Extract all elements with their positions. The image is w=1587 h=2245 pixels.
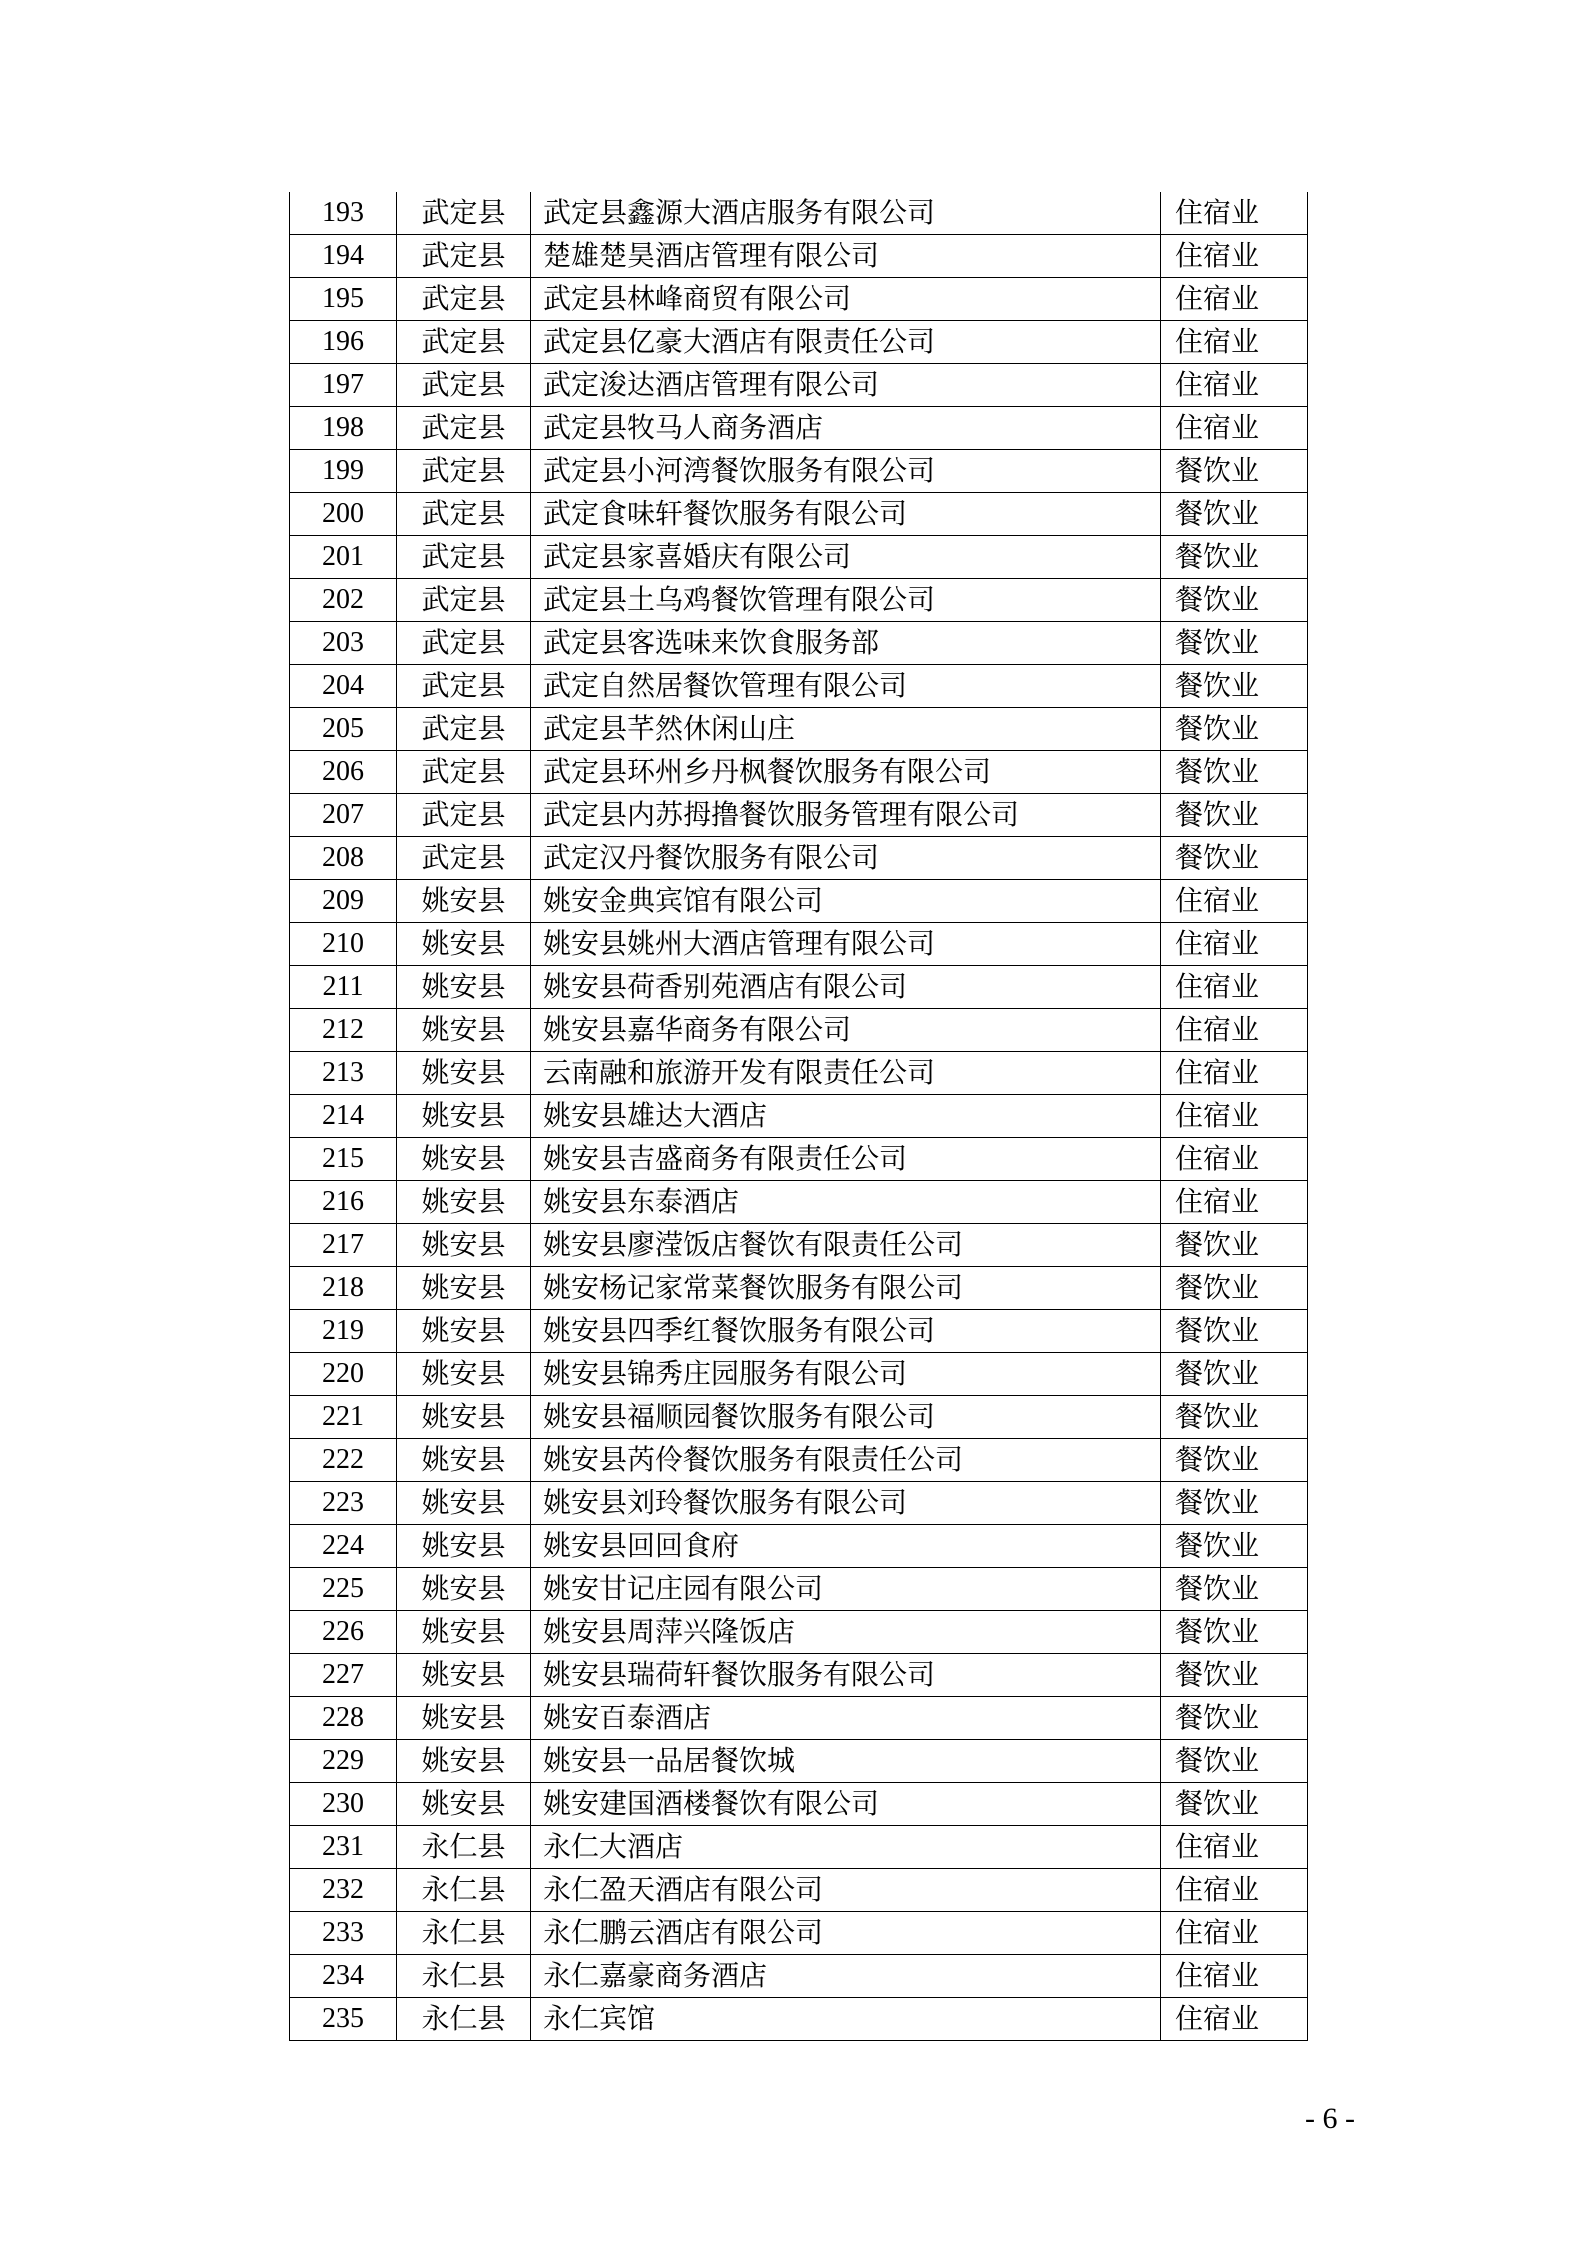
row-number-cell: 230 (290, 1783, 397, 1826)
company-name-cell: 永仁宾馆 (531, 1998, 1161, 2041)
county-cell: 姚安县 (397, 966, 531, 1009)
row-number-cell: 197 (290, 364, 397, 407)
enterprise-table-body (290, 192, 1308, 2041)
industry-cell: 住宿业 (1161, 923, 1308, 966)
table-row (290, 708, 1308, 751)
company-name-cell: 武定汉丹餐饮服务有限公司 (531, 837, 1161, 880)
table-row (290, 192, 1308, 235)
county-cell: 武定县 (397, 622, 531, 665)
table-row (290, 751, 1308, 794)
row-number-cell: 224 (290, 1525, 397, 1568)
county-cell: 姚安县 (397, 1568, 531, 1611)
table-row (290, 1310, 1308, 1353)
industry-cell: 住宿业 (1161, 1052, 1308, 1095)
county-cell: 姚安县 (397, 1353, 531, 1396)
row-number-cell: 211 (290, 966, 397, 1009)
table-row (290, 1912, 1308, 1955)
row-number-cell: 221 (290, 1396, 397, 1439)
industry-cell: 餐饮业 (1161, 1697, 1308, 1740)
company-name-cell: 姚安县雄达大酒店 (531, 1095, 1161, 1138)
company-name-cell: 武定县鑫源大酒店服务有限公司 (531, 192, 1161, 235)
county-cell: 武定县 (397, 407, 531, 450)
table-row (290, 665, 1308, 708)
county-cell: 姚安县 (397, 1310, 531, 1353)
row-number-cell: 215 (290, 1138, 397, 1181)
company-name-cell: 武定县林峰商贸有限公司 (531, 278, 1161, 321)
company-name-cell: 姚安县姚州大酒店管理有限公司 (531, 923, 1161, 966)
table-row (290, 794, 1308, 837)
industry-cell: 餐饮业 (1161, 1224, 1308, 1267)
table-row (290, 1783, 1308, 1826)
county-cell: 姚安县 (397, 1783, 531, 1826)
row-number-cell: 222 (290, 1439, 397, 1482)
industry-cell: 餐饮业 (1161, 536, 1308, 579)
table-row (290, 966, 1308, 1009)
company-name-cell: 武定县牧马人商务酒店 (531, 407, 1161, 450)
industry-cell: 餐饮业 (1161, 1783, 1308, 1826)
row-number-cell: 208 (290, 837, 397, 880)
company-name-cell: 姚安百泰酒店 (531, 1697, 1161, 1740)
industry-cell: 餐饮业 (1161, 1568, 1308, 1611)
row-number-cell: 223 (290, 1482, 397, 1525)
table-row (290, 1224, 1308, 1267)
county-cell: 永仁县 (397, 1912, 531, 1955)
industry-cell: 餐饮业 (1161, 450, 1308, 493)
table-row (290, 1697, 1308, 1740)
county-cell: 姚安县 (397, 1654, 531, 1697)
company-name-cell: 姚安县瑞荷轩餐饮服务有限公司 (531, 1654, 1161, 1697)
table-row (290, 837, 1308, 880)
row-number-cell: 202 (290, 579, 397, 622)
industry-cell: 餐饮业 (1161, 493, 1308, 536)
county-cell: 武定县 (397, 536, 531, 579)
row-number-cell: 213 (290, 1052, 397, 1095)
table-row (290, 278, 1308, 321)
table-row (290, 235, 1308, 278)
company-name-cell: 姚安建国酒楼餐饮有限公司 (531, 1783, 1161, 1826)
company-name-cell: 姚安县吉盛商务有限责任公司 (531, 1138, 1161, 1181)
table-row (290, 923, 1308, 966)
company-name-cell: 姚安金典宾馆有限公司 (531, 880, 1161, 923)
industry-cell: 住宿业 (1161, 321, 1308, 364)
company-name-cell: 姚安县一品居餐饮城 (531, 1740, 1161, 1783)
company-name-cell: 武定县家喜婚庆有限公司 (531, 536, 1161, 579)
county-cell: 武定县 (397, 364, 531, 407)
row-number-cell: 194 (290, 235, 397, 278)
table-row (290, 1998, 1308, 2041)
table-row (290, 1525, 1308, 1568)
table-row (290, 1095, 1308, 1138)
company-name-cell: 永仁鹏云酒店有限公司 (531, 1912, 1161, 1955)
county-cell: 姚安县 (397, 1525, 531, 1568)
county-cell: 姚安县 (397, 1009, 531, 1052)
row-number-cell: 201 (290, 536, 397, 579)
county-cell: 姚安县 (397, 1396, 531, 1439)
table-row (290, 622, 1308, 665)
table-row (290, 1052, 1308, 1095)
row-number-cell: 229 (290, 1740, 397, 1783)
county-cell: 姚安县 (397, 880, 531, 923)
industry-cell: 住宿业 (1161, 1955, 1308, 1998)
industry-cell: 餐饮业 (1161, 1525, 1308, 1568)
company-name-cell: 姚安县嘉华商务有限公司 (531, 1009, 1161, 1052)
industry-cell: 餐饮业 (1161, 1396, 1308, 1439)
company-name-cell: 姚安县荷香别苑酒店有限公司 (531, 966, 1161, 1009)
table-row (290, 1267, 1308, 1310)
industry-cell: 住宿业 (1161, 1009, 1308, 1052)
county-cell: 姚安县 (397, 1482, 531, 1525)
company-name-cell: 姚安县廖滢饭店餐饮有限责任公司 (531, 1224, 1161, 1267)
company-name-cell: 永仁嘉豪商务酒店 (531, 1955, 1161, 1998)
company-name-cell: 武定县环州乡丹枫餐饮服务有限公司 (531, 751, 1161, 794)
table-row (290, 450, 1308, 493)
industry-cell: 住宿业 (1161, 880, 1308, 923)
row-number-cell: 214 (290, 1095, 397, 1138)
company-name-cell: 云南融和旅游开发有限责任公司 (531, 1052, 1161, 1095)
industry-cell: 住宿业 (1161, 1138, 1308, 1181)
industry-cell: 住宿业 (1161, 1912, 1308, 1955)
table-row (290, 1138, 1308, 1181)
company-name-cell: 姚安县周萍兴隆饭店 (531, 1611, 1161, 1654)
county-cell: 武定县 (397, 579, 531, 622)
table-row (290, 1869, 1308, 1912)
row-number-cell: 209 (290, 880, 397, 923)
county-cell: 武定县 (397, 321, 531, 364)
row-number-cell: 207 (290, 794, 397, 837)
table-row (290, 364, 1308, 407)
county-cell: 姚安县 (397, 923, 531, 966)
row-number-cell: 228 (290, 1697, 397, 1740)
company-name-cell: 姚安县芮伶餐饮服务有限责任公司 (531, 1439, 1161, 1482)
company-name-cell: 武定县客选味来饮食服务部 (531, 622, 1161, 665)
row-number-cell: 233 (290, 1912, 397, 1955)
industry-cell: 餐饮业 (1161, 1482, 1308, 1525)
row-number-cell: 234 (290, 1955, 397, 1998)
row-number-cell: 210 (290, 923, 397, 966)
company-name-cell: 武定县土乌鸡餐饮管理有限公司 (531, 579, 1161, 622)
row-number-cell: 235 (290, 1998, 397, 2041)
county-cell: 姚安县 (397, 1267, 531, 1310)
company-name-cell: 姚安县锦秀庄园服务有限公司 (531, 1353, 1161, 1396)
company-name-cell: 姚安县东泰酒店 (531, 1181, 1161, 1224)
company-name-cell: 姚安县四季红餐饮服务有限公司 (531, 1310, 1161, 1353)
county-cell: 永仁县 (397, 1826, 531, 1869)
industry-cell: 住宿业 (1161, 364, 1308, 407)
county-cell: 姚安县 (397, 1052, 531, 1095)
table-row (290, 1396, 1308, 1439)
table-row (290, 1009, 1308, 1052)
table-row (290, 321, 1308, 364)
row-number-cell: 218 (290, 1267, 397, 1310)
row-number-cell: 204 (290, 665, 397, 708)
table-row (290, 1353, 1308, 1396)
row-number-cell: 203 (290, 622, 397, 665)
county-cell: 武定县 (397, 235, 531, 278)
county-cell: 永仁县 (397, 1955, 531, 1998)
company-name-cell: 武定县芊然休闲山庄 (531, 708, 1161, 751)
county-cell: 永仁县 (397, 1998, 531, 2041)
industry-cell: 餐饮业 (1161, 1353, 1308, 1396)
company-name-cell: 武定浚达酒店管理有限公司 (531, 364, 1161, 407)
company-name-cell: 武定县内苏拇撸餐饮服务管理有限公司 (531, 794, 1161, 837)
industry-cell: 餐饮业 (1161, 1611, 1308, 1654)
table-row (290, 536, 1308, 579)
table-row (290, 1568, 1308, 1611)
row-number-cell: 231 (290, 1826, 397, 1869)
row-number-cell: 198 (290, 407, 397, 450)
industry-cell: 住宿业 (1161, 1095, 1308, 1138)
county-cell: 武定县 (397, 837, 531, 880)
company-name-cell: 姚安杨记家常菜餐饮服务有限公司 (531, 1267, 1161, 1310)
industry-cell: 餐饮业 (1161, 1654, 1308, 1697)
table-row (290, 1439, 1308, 1482)
company-name-cell: 姚安县回回食府 (531, 1525, 1161, 1568)
row-number-cell: 220 (290, 1353, 397, 1396)
county-cell: 武定县 (397, 665, 531, 708)
enterprise-table (289, 192, 1308, 2041)
table-row (290, 1654, 1308, 1697)
industry-cell: 住宿业 (1161, 407, 1308, 450)
county-cell: 武定县 (397, 493, 531, 536)
industry-cell: 住宿业 (1161, 1181, 1308, 1224)
county-cell: 武定县 (397, 192, 531, 235)
county-cell: 姚安县 (397, 1439, 531, 1482)
row-number-cell: 205 (290, 708, 397, 751)
row-number-cell: 195 (290, 278, 397, 321)
row-number-cell: 219 (290, 1310, 397, 1353)
row-number-cell: 200 (290, 493, 397, 536)
row-number-cell: 196 (290, 321, 397, 364)
row-number-cell: 226 (290, 1611, 397, 1654)
company-name-cell: 永仁大酒店 (531, 1826, 1161, 1869)
row-number-cell: 225 (290, 1568, 397, 1611)
row-number-cell: 217 (290, 1224, 397, 1267)
company-name-cell: 武定食味轩餐饮服务有限公司 (531, 493, 1161, 536)
industry-cell: 餐饮业 (1161, 837, 1308, 880)
company-name-cell: 武定自然居餐饮管理有限公司 (531, 665, 1161, 708)
table-row (290, 493, 1308, 536)
table-row (290, 1482, 1308, 1525)
row-number-cell: 193 (290, 192, 397, 235)
county-cell: 姚安县 (397, 1697, 531, 1740)
table-row (290, 1826, 1308, 1869)
county-cell: 姚安县 (397, 1740, 531, 1783)
company-name-cell: 武定县亿豪大酒店有限责任公司 (531, 321, 1161, 364)
industry-cell: 餐饮业 (1161, 1310, 1308, 1353)
company-name-cell: 楚雄楚昊酒店管理有限公司 (531, 235, 1161, 278)
company-name-cell: 武定县小河湾餐饮服务有限公司 (531, 450, 1161, 493)
county-cell: 武定县 (397, 278, 531, 321)
industry-cell: 住宿业 (1161, 1826, 1308, 1869)
industry-cell: 餐饮业 (1161, 1267, 1308, 1310)
table-row (290, 579, 1308, 622)
row-number-cell: 232 (290, 1869, 397, 1912)
county-cell: 武定县 (397, 450, 531, 493)
county-cell: 武定县 (397, 794, 531, 837)
industry-cell: 住宿业 (1161, 966, 1308, 1009)
industry-cell: 住宿业 (1161, 1998, 1308, 2041)
county-cell: 永仁县 (397, 1869, 531, 1912)
industry-cell: 住宿业 (1161, 235, 1308, 278)
county-cell: 姚安县 (397, 1224, 531, 1267)
county-cell: 姚安县 (397, 1138, 531, 1181)
company-name-cell: 姚安县刘玲餐饮服务有限公司 (531, 1482, 1161, 1525)
county-cell: 姚安县 (397, 1181, 531, 1224)
industry-cell: 餐饮业 (1161, 665, 1308, 708)
table-row (290, 880, 1308, 923)
company-name-cell: 姚安县福顺园餐饮服务有限公司 (531, 1396, 1161, 1439)
industry-cell: 餐饮业 (1161, 579, 1308, 622)
row-number-cell: 212 (290, 1009, 397, 1052)
table-row (290, 1740, 1308, 1783)
industry-cell: 餐饮业 (1161, 751, 1308, 794)
county-cell: 姚安县 (397, 1095, 531, 1138)
county-cell: 姚安县 (397, 1611, 531, 1654)
table-row (290, 1611, 1308, 1654)
industry-cell: 餐饮业 (1161, 622, 1308, 665)
table-row (290, 407, 1308, 450)
industry-cell: 餐饮业 (1161, 708, 1308, 751)
company-name-cell: 永仁盈天酒店有限公司 (531, 1869, 1161, 1912)
county-cell: 武定县 (397, 751, 531, 794)
industry-cell: 住宿业 (1161, 1869, 1308, 1912)
row-number-cell: 206 (290, 751, 397, 794)
industry-cell: 住宿业 (1161, 192, 1308, 235)
industry-cell: 餐饮业 (1161, 1439, 1308, 1482)
row-number-cell: 216 (290, 1181, 397, 1224)
industry-cell: 餐饮业 (1161, 1740, 1308, 1783)
county-cell: 武定县 (397, 708, 531, 751)
table-row (290, 1181, 1308, 1224)
page-number: - 6 - (1305, 2102, 1355, 2135)
row-number-cell: 199 (290, 450, 397, 493)
table-row (290, 1955, 1308, 1998)
industry-cell: 住宿业 (1161, 278, 1308, 321)
company-name-cell: 姚安甘记庄园有限公司 (531, 1568, 1161, 1611)
row-number-cell: 227 (290, 1654, 397, 1697)
industry-cell: 餐饮业 (1161, 794, 1308, 837)
